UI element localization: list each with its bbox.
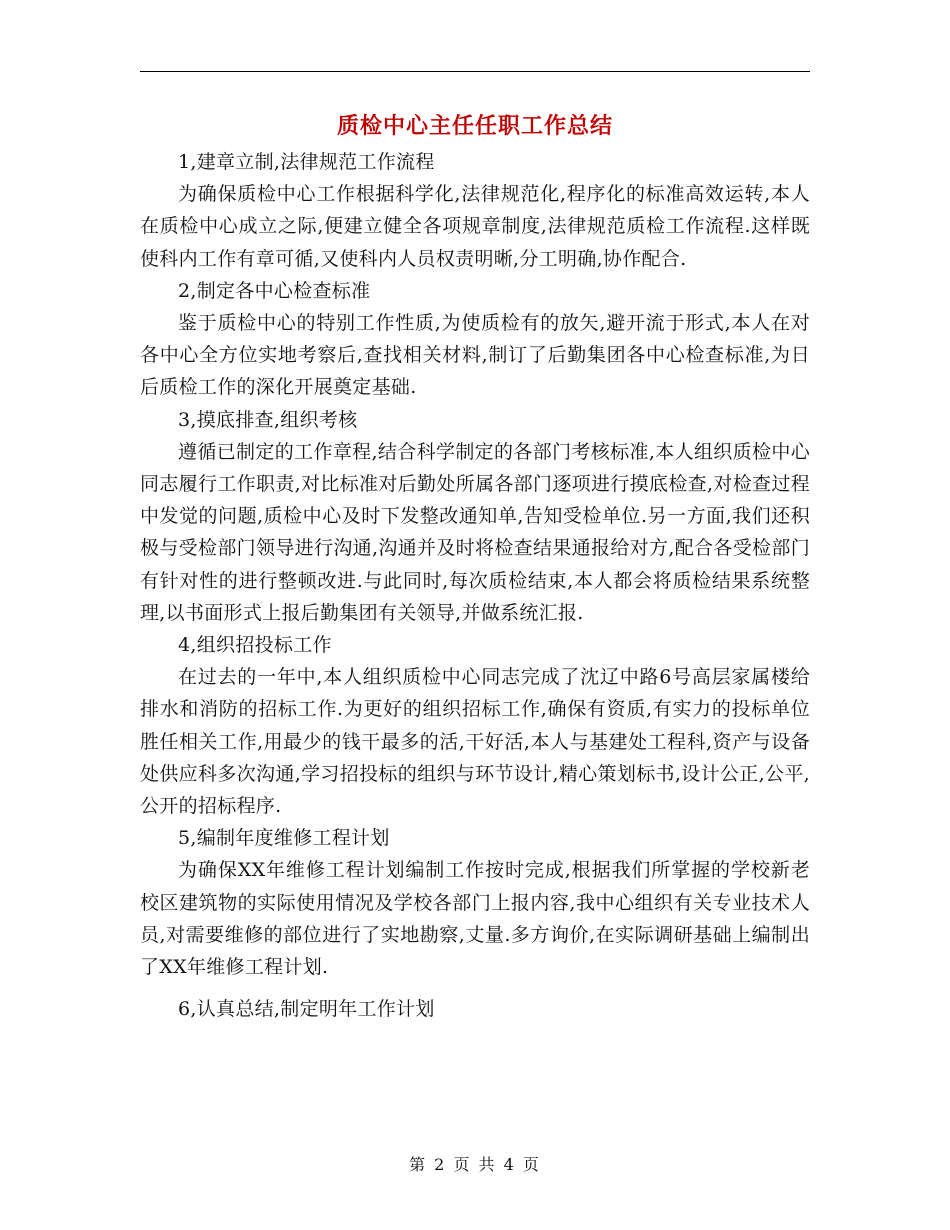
section-heading-2: 2,制定各中心检查标准	[178, 279, 371, 302]
header-rule	[140, 71, 810, 72]
section-body-3: 遵循已制定的工作章程,结合科学制定的各部门考核标准,本人组织质检中心同志履行工作职责,对比标准对后勤处所属各部门逐项进行摸底检查,对检查过程中发觉的问题,质检中心及时下发整改通知单,告知受检单位.另一方面,我们还积极与受检部门领导进行沟通,沟通并及时将检查结果通报给对方,配合各受检部门有针对性的进行整顿改进.与此同时,每次质检结束,本人都会将质检结果系统整理,以书面形式上报后勤集团有关领导,并做系统汇报.	[140, 440, 810, 624]
section-heading-5: 5,编制年度维修工程计划	[178, 827, 390, 850]
section-heading-4: 4,组织招投标工作	[178, 634, 332, 657]
section-body-4: 在过去的一年中,本人组织质检中心同志完成了沈辽中路6号高层家属楼给排水和消防的招标工作.为更好的组织招标工作,确保有资质,有实力的投标单位胜任相关工作,用最少的钱干最多的活,干好活,本人与基建处工程科,资产与设备处供应科多次沟通,学习招投标的组织与环节设计,精心策划标书,设计公正,公平,公开的招标程序.	[140, 666, 810, 818]
document-body	[140, 146, 810, 1025]
page-number: 第 2 页 共 4 页	[409, 1155, 541, 1174]
section-body-5: 为确保XX年维修工程计划编制工作按时完成,根据我们所掌握的学校新老校区建筑物的实际使用情况及学校各部门上报内容,我中心组织有关专业技术人员,对需要维修的部位进行了实地勘察,丈量.多方询价,在实际调研基础上编制出了XX年维修工程计划.	[140, 859, 810, 979]
section-heading-6: 6,认真总结,制定明年工作计划	[178, 998, 435, 1021]
section-heading-3: 3,摸底排查,组织考核	[178, 408, 358, 431]
section-body-1: 为确保质检中心工作根据科学化,法律规范化,程序化的标准高效运转,本人在质检中心成立之际,便建立健全各项规章制度,法律规范质检工作流程.这样既使科内工作有章可循,又使科内人员权责明晰,分工明确,协作配合.	[140, 183, 810, 270]
section-body-2: 鉴于质检中心的特别工作性质,为使质检有的放矢,避开流于形式,本人在对各中心全方位实地考察后,查找相关材料,制订了后勤集团各中心检查标准,为日后质检工作的深化开展奠定基础.	[140, 312, 810, 399]
section-heading-1: 1,建章立制,法律规范工作流程	[178, 151, 435, 173]
document-title: 质检中心主任任职工作总结	[336, 113, 613, 139]
